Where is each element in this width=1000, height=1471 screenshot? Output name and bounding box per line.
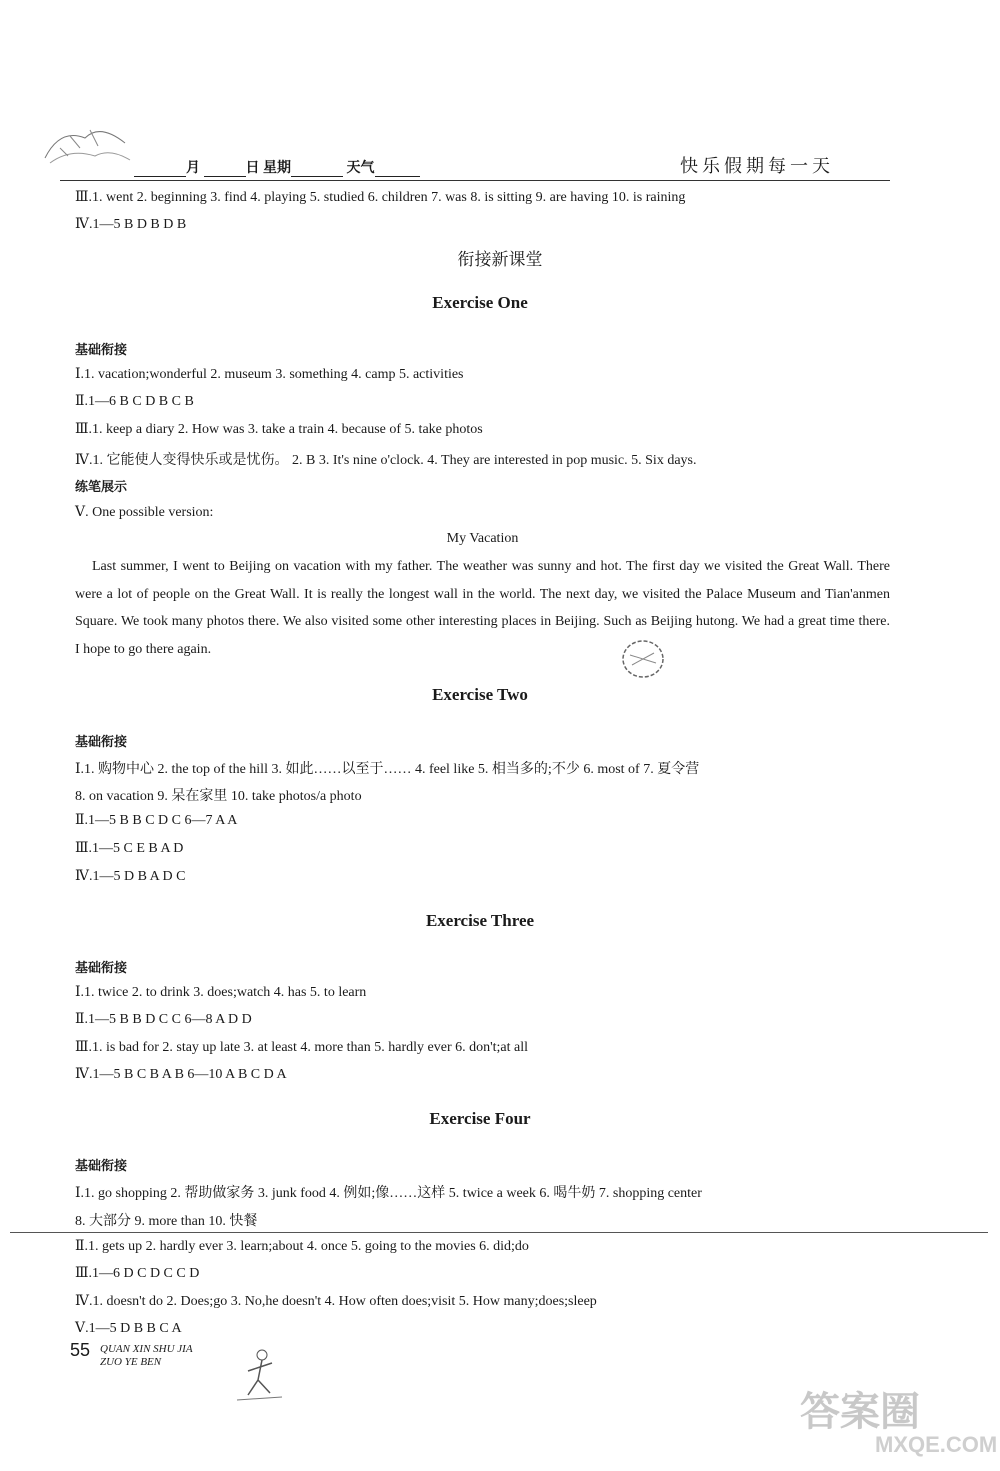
answer-line: Ⅲ.1. keep a diary 2. How was 3. take a train 4. because of 5. take photos — [75, 422, 483, 437]
subhead: 基础衔接 — [75, 961, 128, 976]
footer-pinyin: ZUO YE BEN — [100, 1356, 162, 1368]
essay-paragraph: Last summer, I went to Beijing on vacation with my father. The weather was sunny and hot. The first day we visited the Great Wall. There were a lot of people on the Great Wall. It is really the longest wall in the world. The next day, we visited the Palace Museum and Tian'anmen Square. We took many photos there. We also visited some other interesting places in Beijing. Such as Beijing hutong. We had a great time there. I hope to go there again. — [75, 559, 890, 657]
answer-line: Ⅴ.1—5 D B B C A — [75, 1321, 182, 1336]
answer-line: Ⅰ.1. 购物中心 2. the top of the hill 3. 如此……以至于…… 4. feel like 5. 相当多的;不少 6. most of 7. 夏令营 — [75, 762, 700, 777]
footer-pinyin: QUAN XIN SHU JIA — [100, 1343, 193, 1355]
page-number: 55 — [70, 1340, 91, 1360]
header-rule — [60, 180, 890, 181]
answer-line: Ⅳ.1—5 B D B D B — [75, 217, 187, 232]
weekday-label: 星期 — [263, 161, 291, 176]
subhead: 练笔展示 — [75, 480, 128, 495]
answer-line: Ⅲ.1—5 C E B A D — [75, 841, 184, 856]
answer-line: Ⅰ.1. go shopping 2. 帮助做家务 3. junk food 4. 例如;像……这样 5. twice a week 6. 喝牛奶 7. shopping center — [75, 1186, 702, 1201]
answer-line: Ⅱ.1. gets up 2. hardly ever 3. learn;about 4. once 5. going to the movies 6. did;do — [75, 1239, 529, 1254]
month-label: 月 — [186, 161, 200, 176]
answer-line: 8. 大部分 9. more than 10. 快餐 — [75, 1214, 258, 1229]
watermark-url: MXQE.COM — [875, 1432, 998, 1457]
month-blank — [134, 164, 186, 177]
subhead: 基础衔接 — [75, 1159, 128, 1174]
answer-line: Ⅳ.1. 它能使人变得快乐或是忧伤。 2. B 3. It's nine o'clock. 4. They are interested in pop music. 5. Six days. — [75, 453, 697, 468]
series-title: 快乐假期每一天 — [680, 156, 834, 177]
exercise-one-title: Exercise One — [432, 293, 528, 312]
answer-line: Ⅱ.1—5 B B D C C 6—8 A D D — [75, 1012, 252, 1027]
answer-line: Ⅳ.1—5 D B A D C — [75, 869, 186, 884]
landscape-sketch-icon — [40, 118, 135, 168]
exercise-three-title: Exercise Three — [425, 911, 535, 930]
divider-rule — [10, 1232, 988, 1233]
subhead: 基础衔接 — [75, 735, 128, 750]
day-blank — [204, 164, 246, 177]
weather-blank — [375, 164, 420, 177]
answer-line: Ⅴ. One possible version: — [75, 505, 214, 520]
answer-line: Ⅲ.1—6 D C D C C D — [75, 1266, 200, 1281]
exercise-four-title: Exercise Four — [429, 1109, 531, 1128]
section-title: 衔接新课堂 — [457, 250, 543, 270]
answer-line: Ⅱ.1—6 B C D B C B — [75, 394, 194, 409]
weekday-blank — [291, 164, 343, 177]
answer-line: Ⅲ.1. went 2. beginning 3. find 4. playing 5. studied 6. children 7. was 8. is sitting 9. are having 10. is raining — [75, 190, 686, 205]
answer-line: Ⅰ.1. twice 2. to drink 3. does;watch 4. has 5. to learn — [75, 985, 367, 1000]
watermark-logo: 答案圈 — [800, 1389, 920, 1435]
answer-line: Ⅳ.1—5 B C B A B 6—10 A B C D A — [75, 1067, 287, 1082]
answer-line: Ⅰ.1. vacation;wonderful 2. museum 3. something 4. camp 5. activities — [75, 367, 464, 382]
essay-title: My Vacation — [446, 531, 519, 546]
answer-line: Ⅳ.1. doesn't do 2. Does;go 3. No,he doesn't 4. How often does;visit 5. How many;does;sleep — [75, 1294, 597, 1309]
weather-label: 天气 — [346, 161, 375, 176]
stamp-icon — [618, 635, 668, 683]
answer-line: 8. on vacation 9. 呆在家里 10. take photos/a photo — [75, 789, 362, 804]
answer-line: Ⅱ.1—5 B B C D C 6—7 A A — [75, 813, 238, 828]
exercise-two-title: Exercise Two — [432, 685, 528, 704]
answer-line: Ⅲ.1. is bad for 2. stay up late 3. at least 4. more than 5. hardly ever 6. don't;at all — [75, 1040, 529, 1055]
date-line — [134, 157, 420, 177]
runner-sketch-icon — [232, 1345, 287, 1405]
day-label: 日 — [245, 161, 260, 176]
subhead: 基础衔接 — [75, 343, 128, 358]
